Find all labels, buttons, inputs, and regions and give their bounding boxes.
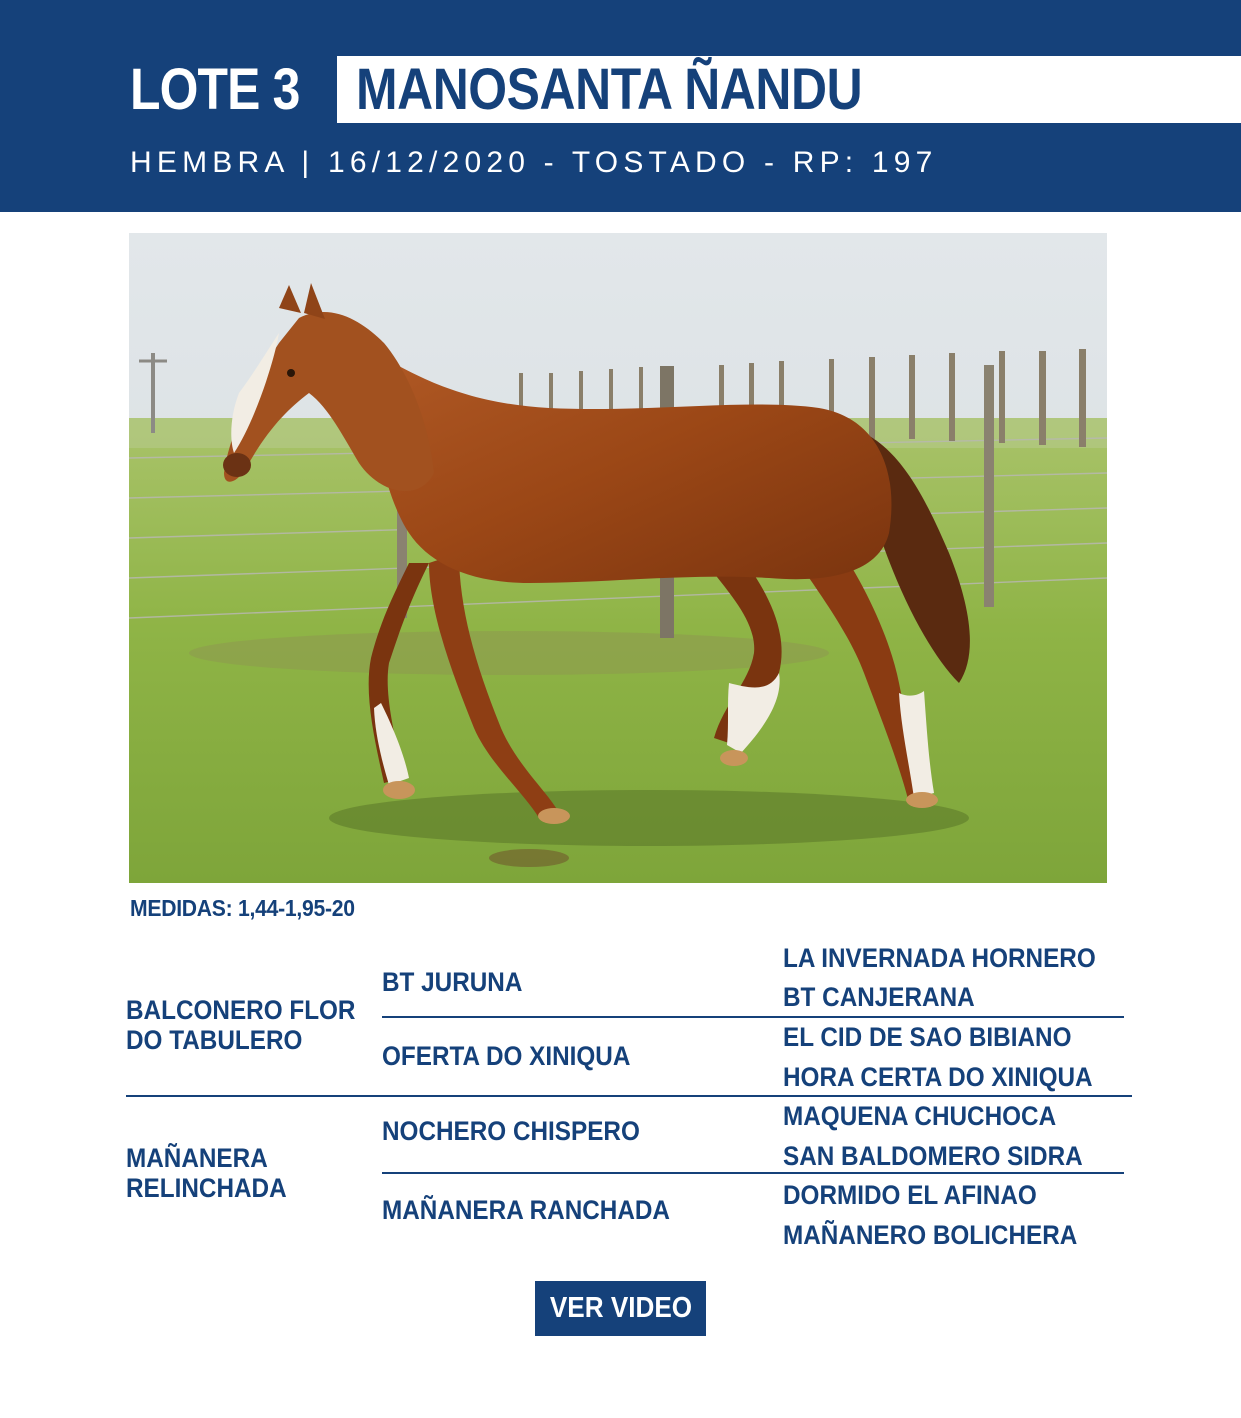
horse-name: MANOSANTA ÑANDU xyxy=(356,57,863,122)
great-grandparent-2: BT CANJERANA xyxy=(783,982,975,1012)
ver-video-label: VER VIDEO xyxy=(549,1292,692,1324)
dam-name-line-2: RELINCHADA xyxy=(126,1173,287,1203)
great-grandparent-3: EL CID DE SAO BIBIANO xyxy=(783,1022,1072,1052)
lot-label: LOTE 3 xyxy=(130,57,300,122)
great-grandparent-8: MAÑANERO BOLICHERA xyxy=(783,1220,1078,1250)
horse-illustration xyxy=(129,233,1107,883)
great-grandparent-7: DORMIDO EL AFINAO xyxy=(783,1180,1037,1210)
great-grandparent-4: HORA CERTA DO XINIQUA xyxy=(783,1062,1093,1092)
great-grandparent-6: SAN BALDOMERO SIDRA xyxy=(783,1141,1083,1171)
maternal-granddam: MAÑANERA RANCHADA xyxy=(382,1195,670,1225)
pedigree-divider-sire xyxy=(382,1016,1124,1018)
maternal-grandsire: NOCHERO CHISPERO xyxy=(382,1116,640,1146)
measurements: MEDIDAS: 1,44-1,95-20 xyxy=(130,895,355,921)
sire-name-line-1: BALCONERO FLOR xyxy=(126,995,356,1025)
paternal-granddam: OFERTA DO XINIQUA xyxy=(382,1041,631,1071)
pedigree-divider-main xyxy=(126,1095,1132,1097)
paternal-grandsire: BT JURUNA xyxy=(382,967,523,997)
horse-photo xyxy=(129,233,1107,883)
dam-name-line-1: MAÑANERA xyxy=(126,1143,268,1173)
pedigree-divider-dam xyxy=(382,1172,1124,1174)
ver-video-button[interactable] xyxy=(535,1281,706,1336)
sire-name-line-2: DO TABULERO xyxy=(126,1025,303,1055)
great-grandparent-1: LA INVERNADA HORNERO xyxy=(783,943,1096,973)
great-grandparent-5: MAQUENA CHUCHOCA xyxy=(783,1101,1057,1131)
horse-subtitle: HEMBRA | 16/12/2020 - TOSTADO - RP: 197 xyxy=(130,146,938,179)
